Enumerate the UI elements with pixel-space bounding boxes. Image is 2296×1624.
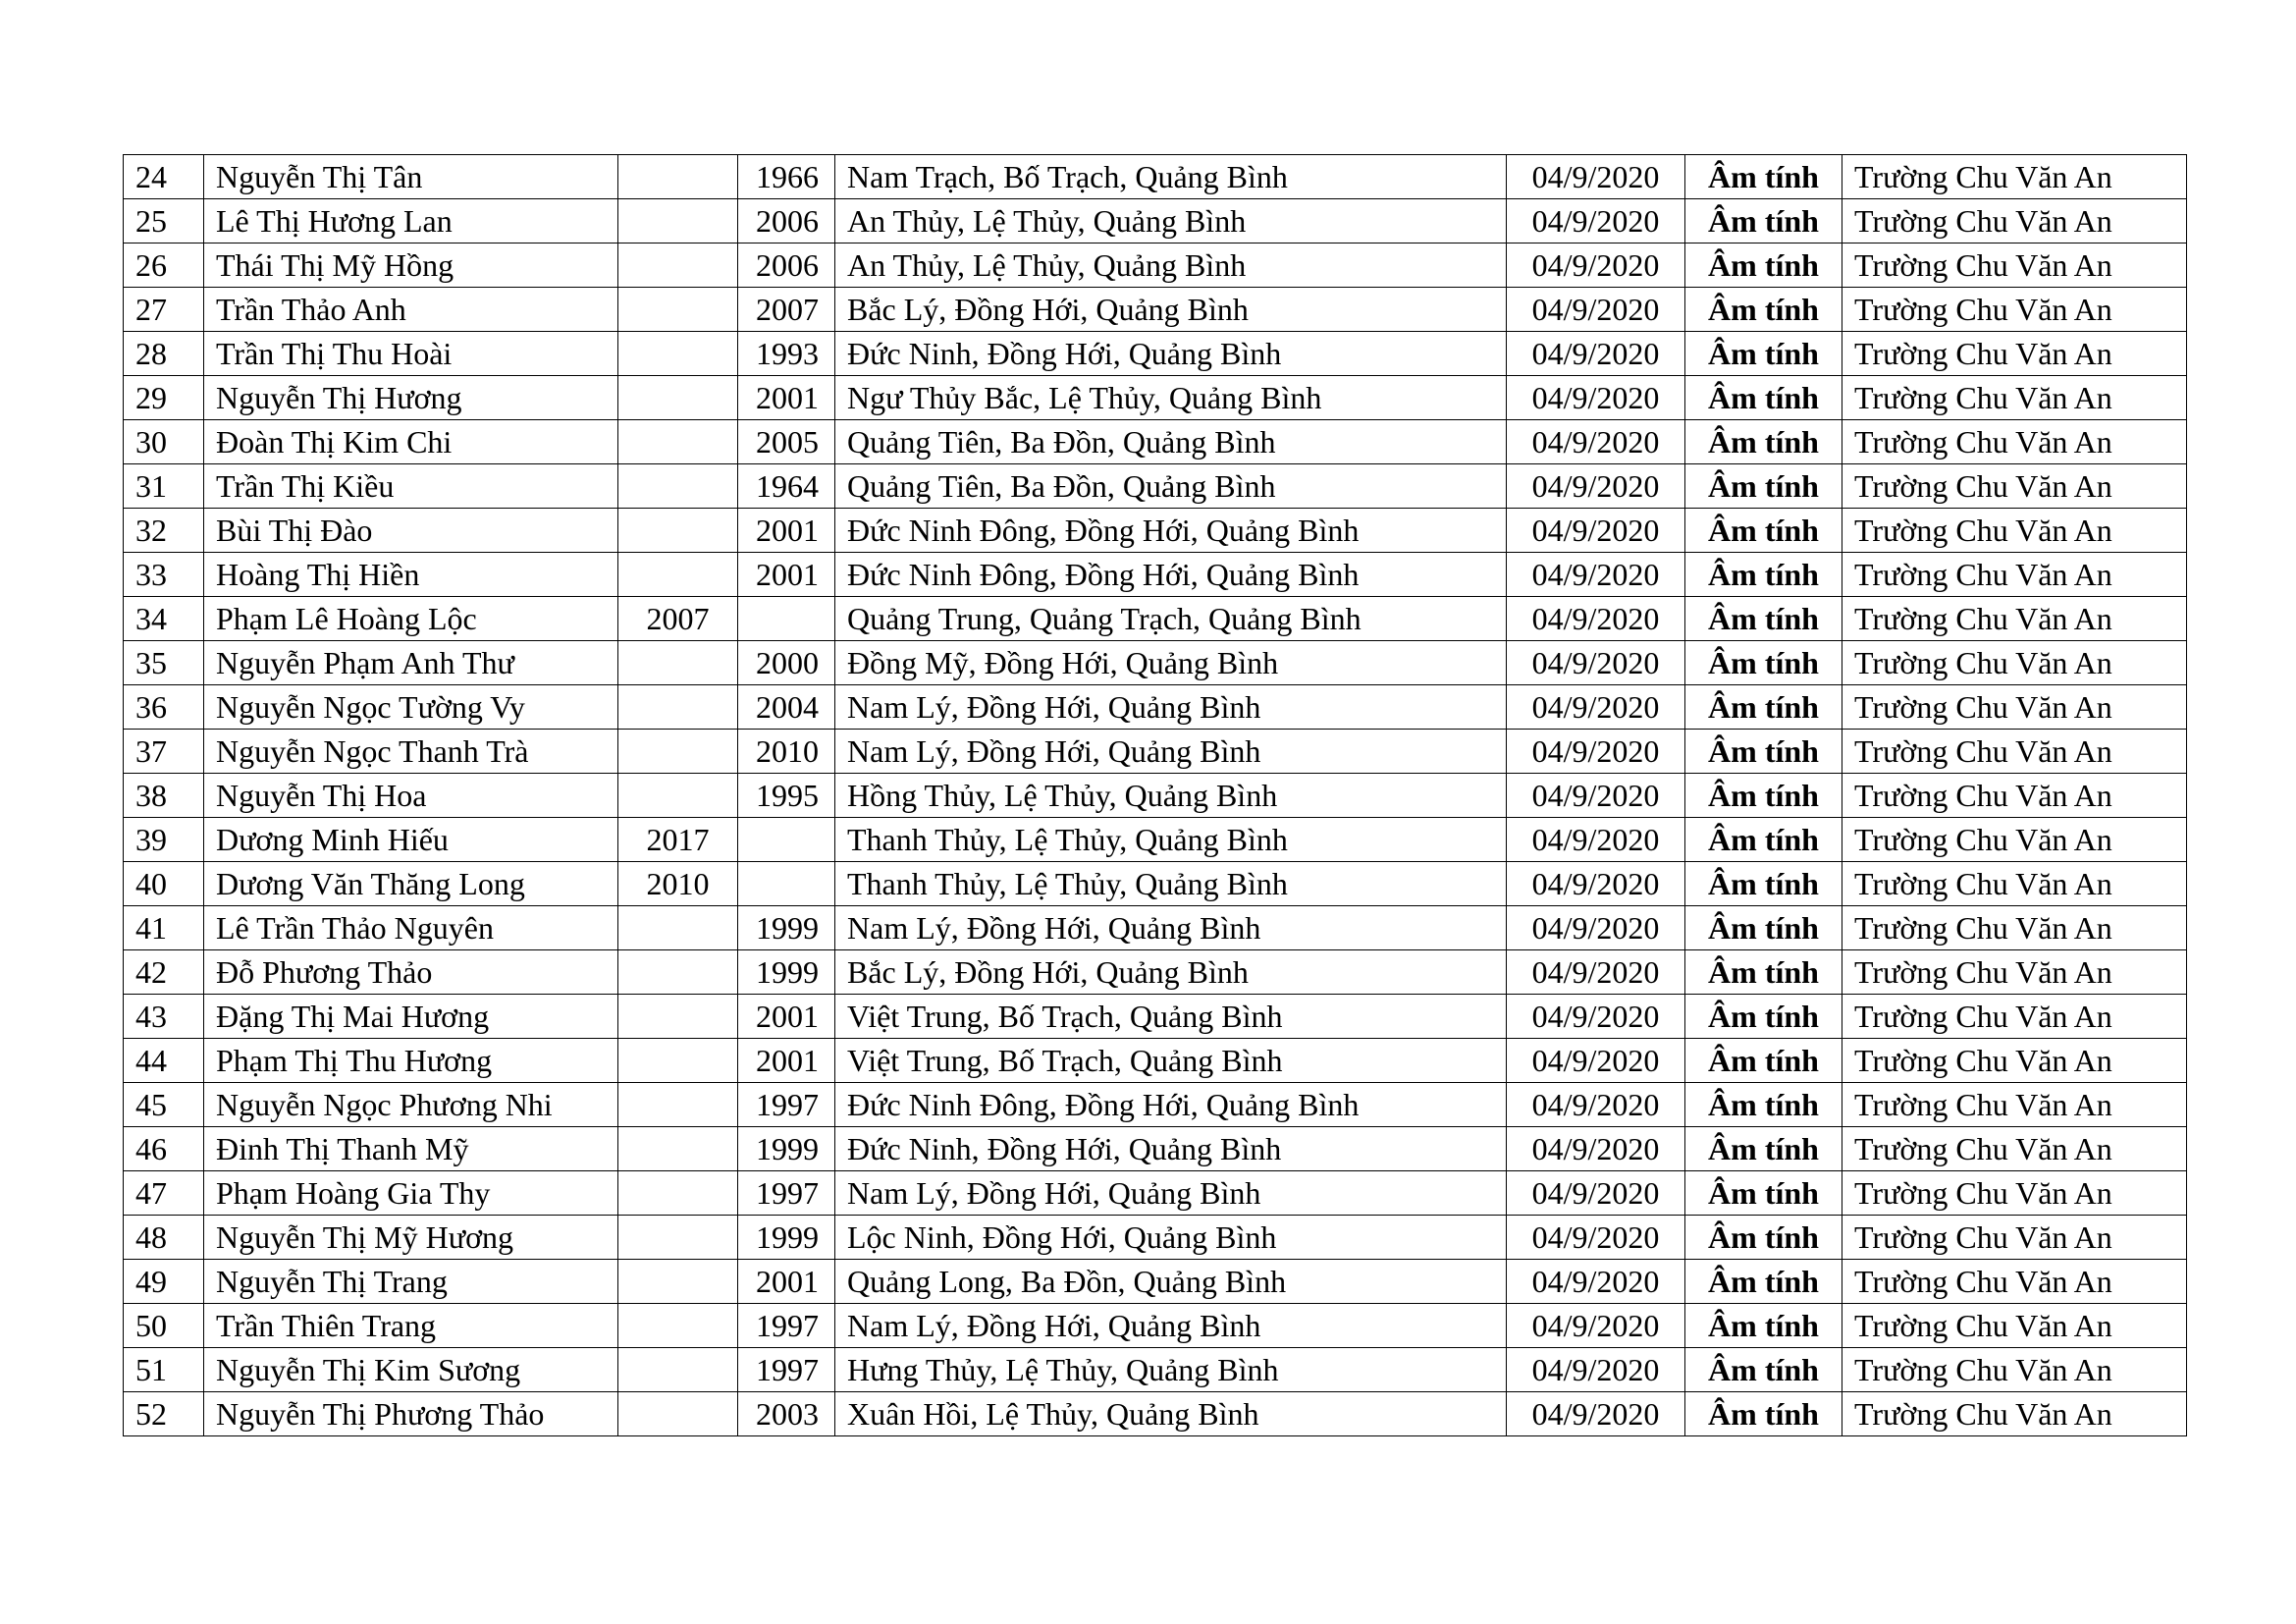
person-name-cell: Nguyễn Thị Mỹ Hương — [204, 1216, 618, 1260]
person-name-cell: Nguyễn Phạm Anh Thư — [204, 641, 618, 685]
birth-year-male-cell — [618, 1216, 738, 1260]
row-number-cell: 29 — [124, 376, 204, 420]
row-number-cell: 33 — [124, 553, 204, 597]
row-number-cell: 50 — [124, 1304, 204, 1348]
address-cell: Quảng Trung, Quảng Trạch, Quảng Bình — [835, 597, 1507, 641]
test-date-cell: 04/9/2020 — [1507, 288, 1685, 332]
isolation-place-cell: Trường Chu Văn An — [1842, 862, 2187, 906]
test-result-cell: Âm tính — [1685, 509, 1842, 553]
birth-year-male-cell — [618, 464, 738, 509]
birth-year-female-cell: 2005 — [738, 420, 835, 464]
address-cell: Bắc Lý, Đồng Hới, Quảng Bình — [835, 950, 1507, 995]
row-number-cell: 32 — [124, 509, 204, 553]
test-result-cell: Âm tính — [1685, 1304, 1842, 1348]
table-row — [124, 1260, 2187, 1304]
birth-year-female-cell: 1997 — [738, 1348, 835, 1392]
address-cell: Nam Lý, Đồng Hới, Quảng Bình — [835, 1304, 1507, 1348]
person-name-cell: Trần Thị Thu Hoài — [204, 332, 618, 376]
table-row — [124, 685, 2187, 730]
test-result-cell: Âm tính — [1685, 597, 1842, 641]
test-date-cell: 04/9/2020 — [1507, 332, 1685, 376]
person-name-cell: Phạm Thị Thu Hương — [204, 1039, 618, 1083]
person-name-cell: Bùi Thị Đào — [204, 509, 618, 553]
test-result-cell: Âm tính — [1685, 774, 1842, 818]
isolation-place-cell: Trường Chu Văn An — [1842, 1216, 2187, 1260]
person-name-cell: Đỗ Phương Thảo — [204, 950, 618, 995]
birth-year-female-cell: 2001 — [738, 995, 835, 1039]
birth-year-male-cell — [618, 244, 738, 288]
test-result-cell: Âm tính — [1685, 376, 1842, 420]
row-number-cell: 35 — [124, 641, 204, 685]
birth-year-female-cell: 2001 — [738, 509, 835, 553]
isolation-place-cell: Trường Chu Văn An — [1842, 685, 2187, 730]
birth-year-male-cell — [618, 420, 738, 464]
person-name-cell: Đặng Thị Mai Hương — [204, 995, 618, 1039]
address-cell: Bắc Lý, Đồng Hới, Quảng Bình — [835, 288, 1507, 332]
address-cell: Đức Ninh, Đồng Hới, Quảng Bình — [835, 1127, 1507, 1171]
table-row — [124, 420, 2187, 464]
address-cell: Đức Ninh Đông, Đồng Hới, Quảng Bình — [835, 1083, 1507, 1127]
isolation-place-cell: Trường Chu Văn An — [1842, 1083, 2187, 1127]
isolation-place-cell: Trường Chu Văn An — [1842, 155, 2187, 199]
table-row — [124, 464, 2187, 509]
table-row — [124, 332, 2187, 376]
birth-year-male-cell — [618, 376, 738, 420]
person-name-cell: Nguyễn Ngọc Tường Vy — [204, 685, 618, 730]
person-name-cell: Dương Văn Thăng Long — [204, 862, 618, 906]
person-name-cell: Trần Thảo Anh — [204, 288, 618, 332]
table-row — [124, 1083, 2187, 1127]
test-date-cell: 04/9/2020 — [1507, 597, 1685, 641]
birth-year-male-cell — [618, 1392, 738, 1436]
table-row — [124, 906, 2187, 950]
test-result-cell: Âm tính — [1685, 1392, 1842, 1436]
isolation-place-cell: Trường Chu Văn An — [1842, 509, 2187, 553]
address-cell: Lộc Ninh, Đồng Hới, Quảng Bình — [835, 1216, 1507, 1260]
birth-year-female-cell: 1964 — [738, 464, 835, 509]
test-result-cell: Âm tính — [1685, 818, 1842, 862]
birth-year-male-cell — [618, 730, 738, 774]
birth-year-female-cell: 1999 — [738, 950, 835, 995]
test-date-cell: 04/9/2020 — [1507, 244, 1685, 288]
test-result-cell: Âm tính — [1685, 1348, 1842, 1392]
test-date-cell: 04/9/2020 — [1507, 641, 1685, 685]
birth-year-male-cell — [618, 1039, 738, 1083]
address-cell: Nam Lý, Đồng Hới, Quảng Bình — [835, 906, 1507, 950]
person-name-cell: Lê Trần Thảo Nguyên — [204, 906, 618, 950]
isolation-place-cell: Trường Chu Văn An — [1842, 597, 2187, 641]
table-row — [124, 288, 2187, 332]
test-result-cell: Âm tính — [1685, 950, 1842, 995]
person-name-cell: Nguyễn Ngọc Thanh Trà — [204, 730, 618, 774]
person-name-cell: Trần Thị Kiều — [204, 464, 618, 509]
test-result-cell: Âm tính — [1685, 1260, 1842, 1304]
birth-year-male-cell — [618, 995, 738, 1039]
isolation-place-cell: Trường Chu Văn An — [1842, 1127, 2187, 1171]
test-result-cell: Âm tính — [1685, 1127, 1842, 1171]
row-number-cell: 44 — [124, 1039, 204, 1083]
table-row — [124, 509, 2187, 553]
birth-year-male-cell — [618, 199, 738, 244]
table-row — [124, 155, 2187, 199]
address-cell: An Thủy, Lệ Thủy, Quảng Bình — [835, 244, 1507, 288]
address-cell: Quảng Long, Ba Đồn, Quảng Bình — [835, 1260, 1507, 1304]
address-cell: Nam Lý, Đồng Hới, Quảng Bình — [835, 685, 1507, 730]
row-number-cell: 43 — [124, 995, 204, 1039]
isolation-place-cell: Trường Chu Văn An — [1842, 244, 2187, 288]
test-result-cell: Âm tính — [1685, 244, 1842, 288]
test-date-cell: 04/9/2020 — [1507, 553, 1685, 597]
birth-year-female-cell: 2000 — [738, 641, 835, 685]
person-name-cell: Phạm Lê Hoàng Lộc — [204, 597, 618, 641]
test-result-cell: Âm tính — [1685, 553, 1842, 597]
test-date-cell: 04/9/2020 — [1507, 1348, 1685, 1392]
person-name-cell: Nguyễn Thị Kim Sương — [204, 1348, 618, 1392]
birth-year-male-cell — [618, 155, 738, 199]
birth-year-female-cell — [738, 862, 835, 906]
table-row — [124, 818, 2187, 862]
birth-year-female-cell: 1997 — [738, 1083, 835, 1127]
table-row — [124, 1304, 2187, 1348]
test-date-cell: 04/9/2020 — [1507, 464, 1685, 509]
test-date-cell: 04/9/2020 — [1507, 420, 1685, 464]
birth-year-female-cell: 2001 — [738, 376, 835, 420]
birth-year-male-cell: 2010 — [618, 862, 738, 906]
birth-year-male-cell — [618, 332, 738, 376]
person-name-cell: Nguyễn Ngọc Phương Nhi — [204, 1083, 618, 1127]
birth-year-female-cell: 2001 — [738, 1260, 835, 1304]
person-name-cell: Nguyễn Thị Tân — [204, 155, 618, 199]
birth-year-male-cell — [618, 774, 738, 818]
table-row — [124, 1171, 2187, 1216]
address-cell: Đồng Mỹ, Đồng Hới, Quảng Bình — [835, 641, 1507, 685]
person-name-cell: Nguyễn Thị Trang — [204, 1260, 618, 1304]
isolation-place-cell: Trường Chu Văn An — [1842, 1039, 2187, 1083]
table-row — [124, 1216, 2187, 1260]
address-cell: Đức Ninh Đông, Đồng Hới, Quảng Bình — [835, 553, 1507, 597]
isolation-place-cell: Trường Chu Văn An — [1842, 774, 2187, 818]
isolation-place-cell: Trường Chu Văn An — [1842, 199, 2187, 244]
address-cell: Nam Trạch, Bố Trạch, Quảng Bình — [835, 155, 1507, 199]
row-number-cell: 51 — [124, 1348, 204, 1392]
address-cell: Hưng Thủy, Lệ Thủy, Quảng Bình — [835, 1348, 1507, 1392]
birth-year-female-cell — [738, 818, 835, 862]
table-row — [124, 1039, 2187, 1083]
results-table-container — [123, 154, 2186, 1436]
isolation-place-cell: Trường Chu Văn An — [1842, 553, 2187, 597]
table-body — [124, 155, 2187, 1436]
birth-year-female-cell: 2007 — [738, 288, 835, 332]
test-date-cell: 04/9/2020 — [1507, 818, 1685, 862]
address-cell: Quảng Tiên, Ba Đồn, Quảng Bình — [835, 464, 1507, 509]
isolation-place-cell: Trường Chu Văn An — [1842, 1348, 2187, 1392]
table-row — [124, 641, 2187, 685]
birth-year-female-cell: 1999 — [738, 906, 835, 950]
row-number-cell: 26 — [124, 244, 204, 288]
test-result-cell: Âm tính — [1685, 464, 1842, 509]
birth-year-male-cell — [618, 553, 738, 597]
person-name-cell: Hoàng Thị Hiền — [204, 553, 618, 597]
row-number-cell: 49 — [124, 1260, 204, 1304]
row-number-cell: 40 — [124, 862, 204, 906]
person-name-cell: Nguyễn Thị Phương Thảo — [204, 1392, 618, 1436]
birth-year-female-cell: 1999 — [738, 1127, 835, 1171]
table-row — [124, 1348, 2187, 1392]
test-date-cell: 04/9/2020 — [1507, 774, 1685, 818]
table-row — [124, 774, 2187, 818]
table-row — [124, 597, 2187, 641]
person-name-cell: Nguyễn Thị Hương — [204, 376, 618, 420]
birth-year-female-cell: 2004 — [738, 685, 835, 730]
address-cell: Nam Lý, Đồng Hới, Quảng Bình — [835, 730, 1507, 774]
birth-year-male-cell — [618, 509, 738, 553]
birth-year-female-cell: 2006 — [738, 244, 835, 288]
row-number-cell: 36 — [124, 685, 204, 730]
birth-year-male-cell — [618, 1348, 738, 1392]
test-result-cell: Âm tính — [1685, 685, 1842, 730]
isolation-place-cell: Trường Chu Văn An — [1842, 995, 2187, 1039]
row-number-cell: 37 — [124, 730, 204, 774]
birth-year-male-cell — [618, 1127, 738, 1171]
row-number-cell: 28 — [124, 332, 204, 376]
test-date-cell: 04/9/2020 — [1507, 1260, 1685, 1304]
isolation-place-cell: Trường Chu Văn An — [1842, 730, 2187, 774]
test-result-cell: Âm tính — [1685, 1216, 1842, 1260]
table-row — [124, 995, 2187, 1039]
row-number-cell: 38 — [124, 774, 204, 818]
table-row — [124, 730, 2187, 774]
test-result-cell: Âm tính — [1685, 730, 1842, 774]
test-date-cell: 04/9/2020 — [1507, 199, 1685, 244]
address-cell: An Thủy, Lệ Thủy, Quảng Bình — [835, 199, 1507, 244]
isolation-place-cell: Trường Chu Văn An — [1842, 376, 2187, 420]
person-name-cell: Dương Minh Hiếu — [204, 818, 618, 862]
test-date-cell: 04/9/2020 — [1507, 1392, 1685, 1436]
isolation-place-cell: Trường Chu Văn An — [1842, 818, 2187, 862]
birth-year-female-cell — [738, 597, 835, 641]
test-result-cell: Âm tính — [1685, 1083, 1842, 1127]
test-result-cell: Âm tính — [1685, 155, 1842, 199]
test-result-cell: Âm tính — [1685, 288, 1842, 332]
row-number-cell: 47 — [124, 1171, 204, 1216]
birth-year-female-cell: 1966 — [738, 155, 835, 199]
birth-year-male-cell — [618, 685, 738, 730]
address-cell: Thanh Thủy, Lệ Thủy, Quảng Bình — [835, 862, 1507, 906]
test-date-cell: 04/9/2020 — [1507, 1216, 1685, 1260]
row-number-cell: 27 — [124, 288, 204, 332]
test-date-cell: 04/9/2020 — [1507, 1171, 1685, 1216]
birth-year-male-cell — [618, 288, 738, 332]
isolation-place-cell: Trường Chu Văn An — [1842, 1304, 2187, 1348]
row-number-cell: 31 — [124, 464, 204, 509]
test-result-cell: Âm tính — [1685, 1171, 1842, 1216]
address-cell: Xuân Hồi, Lệ Thủy, Quảng Bình — [835, 1392, 1507, 1436]
birth-year-male-cell: 2017 — [618, 818, 738, 862]
test-date-cell: 04/9/2020 — [1507, 730, 1685, 774]
row-number-cell: 30 — [124, 420, 204, 464]
table-row — [124, 1127, 2187, 1171]
test-result-cell: Âm tính — [1685, 906, 1842, 950]
birth-year-male-cell — [618, 1171, 738, 1216]
test-date-cell: 04/9/2020 — [1507, 1039, 1685, 1083]
test-date-cell: 04/9/2020 — [1507, 155, 1685, 199]
birth-year-female-cell: 1995 — [738, 774, 835, 818]
address-cell: Nam Lý, Đồng Hới, Quảng Bình — [835, 1171, 1507, 1216]
isolation-place-cell: Trường Chu Văn An — [1842, 1171, 2187, 1216]
birth-year-female-cell: 1999 — [738, 1216, 835, 1260]
test-date-cell: 04/9/2020 — [1507, 906, 1685, 950]
birth-year-male-cell — [618, 950, 738, 995]
address-cell: Đức Ninh Đông, Đồng Hới, Quảng Bình — [835, 509, 1507, 553]
row-number-cell: 39 — [124, 818, 204, 862]
table-row — [124, 1392, 2187, 1436]
row-number-cell: 48 — [124, 1216, 204, 1260]
test-date-cell: 04/9/2020 — [1507, 685, 1685, 730]
address-cell: Quảng Tiên, Ba Đồn, Quảng Bình — [835, 420, 1507, 464]
test-date-cell: 04/9/2020 — [1507, 376, 1685, 420]
test-result-cell: Âm tính — [1685, 641, 1842, 685]
row-number-cell: 45 — [124, 1083, 204, 1127]
birth-year-female-cell: 1997 — [738, 1171, 835, 1216]
test-date-cell: 04/9/2020 — [1507, 1127, 1685, 1171]
isolation-place-cell: Trường Chu Văn An — [1842, 1392, 2187, 1436]
person-name-cell: Lê Thị Hương Lan — [204, 199, 618, 244]
test-date-cell: 04/9/2020 — [1507, 1304, 1685, 1348]
test-result-cell: Âm tính — [1685, 995, 1842, 1039]
isolation-place-cell: Trường Chu Văn An — [1842, 288, 2187, 332]
isolation-place-cell: Trường Chu Văn An — [1842, 420, 2187, 464]
row-number-cell: 24 — [124, 155, 204, 199]
address-cell: Việt Trung, Bố Trạch, Quảng Bình — [835, 995, 1507, 1039]
row-number-cell: 41 — [124, 906, 204, 950]
birth-year-male-cell: 2007 — [618, 597, 738, 641]
birth-year-female-cell: 2003 — [738, 1392, 835, 1436]
birth-year-female-cell: 1993 — [738, 332, 835, 376]
person-name-cell: Đinh Thị Thanh Mỹ — [204, 1127, 618, 1171]
test-results-table — [123, 154, 2187, 1436]
test-result-cell: Âm tính — [1685, 862, 1842, 906]
address-cell: Hồng Thủy, Lệ Thủy, Quảng Bình — [835, 774, 1507, 818]
test-date-cell: 04/9/2020 — [1507, 1083, 1685, 1127]
birth-year-male-cell — [618, 1260, 738, 1304]
birth-year-female-cell: 2001 — [738, 1039, 835, 1083]
test-result-cell: Âm tính — [1685, 332, 1842, 376]
test-date-cell: 04/9/2020 — [1507, 509, 1685, 553]
isolation-place-cell: Trường Chu Văn An — [1842, 464, 2187, 509]
test-date-cell: 04/9/2020 — [1507, 995, 1685, 1039]
address-cell: Đức Ninh, Đồng Hới, Quảng Bình — [835, 332, 1507, 376]
birth-year-male-cell — [618, 1083, 738, 1127]
test-result-cell: Âm tính — [1685, 1039, 1842, 1083]
row-number-cell: 52 — [124, 1392, 204, 1436]
isolation-place-cell: Trường Chu Văn An — [1842, 641, 2187, 685]
birth-year-male-cell — [618, 641, 738, 685]
person-name-cell: Trần Thiên Trang — [204, 1304, 618, 1348]
table-row — [124, 199, 2187, 244]
birth-year-male-cell — [618, 1304, 738, 1348]
birth-year-female-cell: 1997 — [738, 1304, 835, 1348]
birth-year-male-cell — [618, 906, 738, 950]
test-date-cell: 04/9/2020 — [1507, 862, 1685, 906]
isolation-place-cell: Trường Chu Văn An — [1842, 950, 2187, 995]
birth-year-female-cell: 2010 — [738, 730, 835, 774]
address-cell: Thanh Thủy, Lệ Thủy, Quảng Bình — [835, 818, 1507, 862]
person-name-cell: Phạm Hoàng Gia Thy — [204, 1171, 618, 1216]
person-name-cell: Thái Thị Mỹ Hồng — [204, 244, 618, 288]
address-cell: Ngư Thủy Bắc, Lệ Thủy, Quảng Bình — [835, 376, 1507, 420]
row-number-cell: 34 — [124, 597, 204, 641]
row-number-cell: 25 — [124, 199, 204, 244]
row-number-cell: 46 — [124, 1127, 204, 1171]
birth-year-female-cell: 2001 — [738, 553, 835, 597]
address-cell: Việt Trung, Bố Trạch, Quảng Bình — [835, 1039, 1507, 1083]
test-result-cell: Âm tính — [1685, 199, 1842, 244]
isolation-place-cell: Trường Chu Văn An — [1842, 906, 2187, 950]
table-row — [124, 862, 2187, 906]
table-row — [124, 376, 2187, 420]
isolation-place-cell: Trường Chu Văn An — [1842, 332, 2187, 376]
table-row — [124, 950, 2187, 995]
birth-year-female-cell: 2006 — [738, 199, 835, 244]
test-result-cell: Âm tính — [1685, 420, 1842, 464]
isolation-place-cell: Trường Chu Văn An — [1842, 1260, 2187, 1304]
person-name-cell: Nguyễn Thị Hoa — [204, 774, 618, 818]
row-number-cell: 42 — [124, 950, 204, 995]
person-name-cell: Đoàn Thị Kim Chi — [204, 420, 618, 464]
test-date-cell: 04/9/2020 — [1507, 950, 1685, 995]
table-row — [124, 553, 2187, 597]
table-row — [124, 244, 2187, 288]
